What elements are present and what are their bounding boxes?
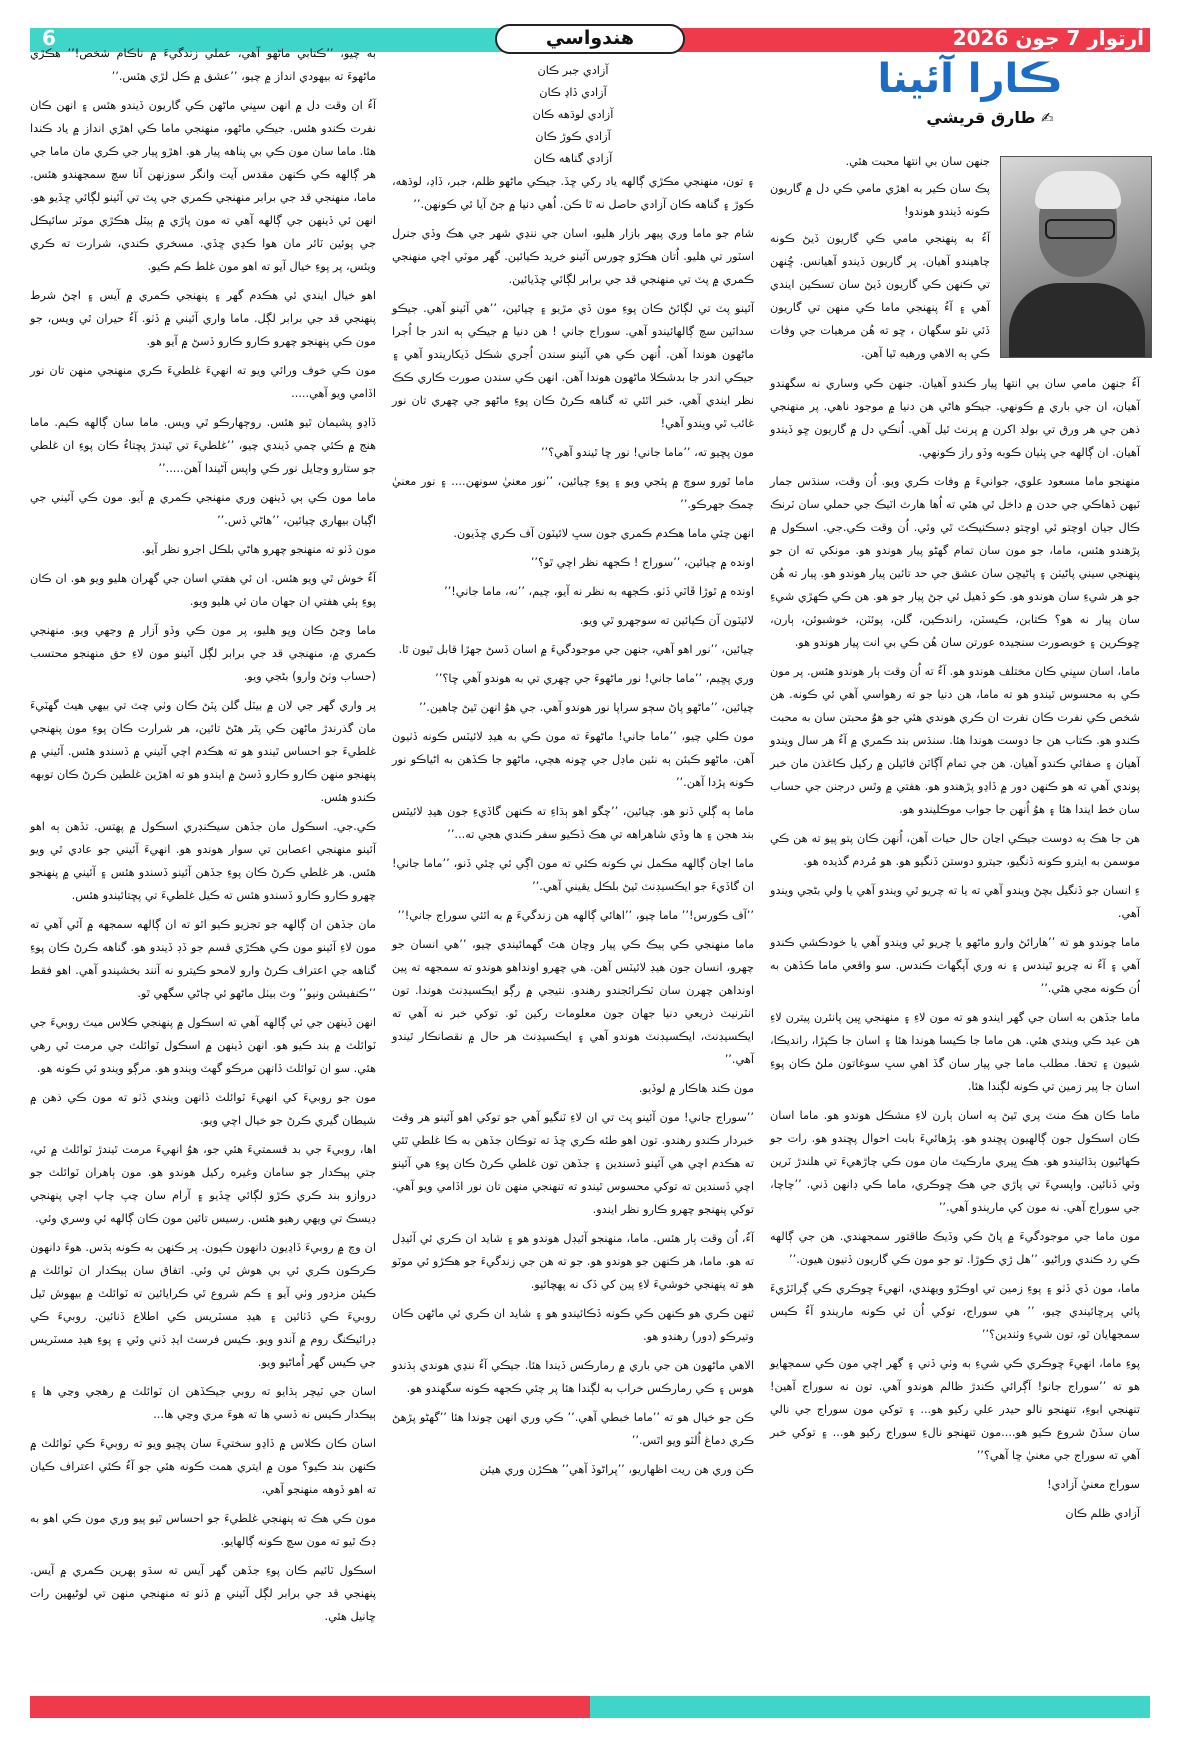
bottom-band-teal bbox=[590, 1696, 1150, 1718]
paragraph: مون ڪي خوف ورائي ويو ته انهيءَ غلطيءَ ڪري منهنجي منهن تان نور اڏامي ويو آهي..... bbox=[30, 364, 376, 400]
paragraph: مون ڏٺو ته منهنجو چهرو هاڻي بلڪل اجرو نظر آيو. bbox=[141, 543, 376, 556]
paragraph: مون ڪند هاڪار ۾ لوڏيو. bbox=[638, 1082, 754, 1095]
paragraph: شام جو ماما وري پيهر بازار هليو، اسان جي ننڍي شهر جي هڪ وڏي جنرل اسٽور تي هليو. اُتان هڪڙو چورس آئينو خريد ڪيائين. گهر موٽي اچي منهنجي ڪمري ۾ پٽ تي منهنجي قد جي برابر لڳائي ڇڏيائين. bbox=[392, 227, 754, 286]
paragraph: ماما ٿورو سوچ ۾ پئجي ويو ۽ پوءِ چيائين، ’’نور معنيٰ سونهن.... ۽ نور معنيٰ چمڪ جهرڪو.’’ bbox=[392, 475, 754, 511]
paragraph: منهنجو ماما مسعود علوي، جوانيءَ ۾ وفات ڪري ويو. اُن وقت، سنڌس جمار ٽيهن ڏهاڪي جي حدن ۾ داخل ٿي هئي ته اُها هارٽ اٽيڪ جي حملي سان ٽرنڪ ڪال جيان اوچتو ئي اوچتو ڊسڪنيڪٽ ٿي وئي. اُن وقت ڪي.جي. اسڪول ۾ پڙهندو هئس، ماما، جو مون سان تمام گهڻو پيار هوندو هو. مونکي ته ان جو پنهنجي سيني پاڻيٺن ۽ پاڻيڇن سان عشق جي حد تائين پيار هوندو هو. پيار ته هُن جو هر شيءِ سان هوندو هو. ڪو ڏهيل ئي جڻ پيار جو هو. هن ڪي ڪهڙي شيءِ سان پيار نه هو؟ ڪتابن، ڪيسٽن، راندڪين، گلن، پوئٽن، خوشبوئن، ٻارن، ڇوڪرين ۽ خوبصورت سنجيده عورتن سان هُن ڪي بي انت پيار هوندو هو. bbox=[770, 475, 1140, 649]
author-photo bbox=[1000, 156, 1152, 358]
paragraph: ماما منهنجي ڪي ٻيڪ ڪي پيار وچان هٿ گهمائيندي چيو، ’’هي انسان جو چهرو، انسان جون هيڊ لائيٽس آهن. هي چهرو اونداهو هوندو ته سمجهه ته پين اونداهن چهرن سان ٽڪرائجندو رهندو. نتيجي ۾ رڳو ايڪسيڊنٽ هوندا. تون انٽرنيٽ ذريعي دنيا جهان جون معلومات رکين ٿو. توکي خبر نه آهي ته ايڪسيڊنٽ، ايڪسيڊنٽ هوندو آهي ۽ ايڪسيڊنٽ هر حال ۾ نقصانڪار ٿيندو آهي.’’ bbox=[392, 938, 754, 1066]
middle-column bbox=[392, 60, 754, 1487]
paragraph: اسڪول ٽائيم ڪان پوءِ جڏهن گهر آيس ته سڌو ٻهرين ڪمري ۾ آيس. پنهنجي قد جي برابر لڳل آئيني ۾ ڏٺو ته منهنجي منهن تي لوڻيهين رات ڇانيل هئي. bbox=[30, 1564, 376, 1623]
closing-line: آزادي ظلم ڪان bbox=[1065, 1507, 1140, 1520]
paragraph: انهن چئي ماما هڪدم ڪمري جون سڀ لائيٽون آف ڪري ڇڏيون. bbox=[453, 527, 754, 540]
paragraph: اونده ۾ ٿوڙا ڦاٽي ڏٺو. ڪجهه به نظر نه آيو، چيم، ’’نه، ماما جاني!’’ bbox=[444, 585, 754, 598]
intro-paragraph: آءُ به پنهنجي مامي ڪي گاريون ڏيڻ ڪونه چاهيندو آهيان. پر گاريون ڏيندو آهيانس. ڇُنهن تي ڪنهن ڪي گاريون ڏيڻ سان تسڪين ايندي آهي ۽ آءُ پنهنجي ماما ڪي منهن تي گاريون ڏئي نٿو سگهان ، ڇو ته هُن مرهيات جي وفات ڪي ٻه الاهي ورهيه ٿيا آهن. bbox=[770, 232, 990, 360]
paragraph: هن جا هڪ ٻه دوست جيڪي اڃان حال حيات آهن، اُنهن ڪان پتو پيو ته هن ڪي موسمن به ايترو ڪونه ڏنگيو، جيترو دوستن ڏنگيو هو. هو مُردم گذيده هو. bbox=[770, 832, 1140, 868]
paragraph: اسان ڪان ڪلاس ۾ ڏاڍو سختيءَ سان پڇيو ويو ته روبيءَ ڪي ٽوائلٽ ۾ ڪنهن بند ڪيو؟ مون ۾ ايتري همت ڪونه هئي جو آءُ ڪئي اعتراف ڪيان ته اهو ڏوهه منهنجو آهي. bbox=[30, 1437, 376, 1496]
paragraph: ءِ انسان جو ڏنگيل بچڻ ويندو آهي ته يا ته چريو ٿي ويندو آهي يا ولي بڻجي ويندو آهي. bbox=[770, 884, 1140, 920]
paragraph: ڪن وري هن ريت اظهاريو، ’’پراڻوڏ آهي’’ هڪڙن وري هيئن bbox=[479, 1463, 754, 1476]
paragraph: ڪي.جي. اسڪول مان جڏهن سيڪنڊري اسڪول ۾ پهتس. تڏهن ٻه اهو آئينو منهنجي اعصابن تي سوار هوندو هو. انهيءَ آئيني جو عادي ٿي ويو هئس. هر غلطي ڪرڻ ڪان پوءِ جڏهن آئينو ڏسندو هئس ۽ آئيني ۾ پنهنجو چهرو ڪارو ڪارو ڏسندو هئس ته ڪيل غلطيءَ تي پڇتائيندو هئس. bbox=[30, 820, 376, 902]
poem-line: آزادي جبر ڪان bbox=[537, 64, 609, 77]
freedom-poem bbox=[392, 60, 754, 170]
paragraph: وري پڇيم، ’’ماما جاني! نور ماڻهوءَ جي چهري تي به هوندو آهي ڇا؟’’ bbox=[435, 672, 754, 685]
issue-date: آرتوار 7 جون 2026 bbox=[952, 26, 1144, 50]
pen-icon: ✍ bbox=[1041, 109, 1054, 127]
paragraph: الاهي ماڻهون هن جي باري ۾ رمارڪس ڏيندا هئا. جيڪي آءُ ننڍي هوندي ٻڌندو هوس ۽ ڪي رمارڪس خراب به لڳندا هئا پر چئي ڪجهه ڪونه سگهندو هو. bbox=[392, 1359, 754, 1395]
paragraph: اسان جي ٽيچر ٻڌايو ته روبي جيڪڏهن ان ٽوائلٽ ۾ رهجي وڃي ها ۽ ٻيڪدار ڪيس نه ڏسي ها ته هوءَ مري وڃي ها... bbox=[30, 1385, 376, 1421]
paragraph: آءُ خوش ٿي ويو هئس. ان ئي هفتي اسان جي گهران هليو ويو هو. ان ڪان پوءِ ٻئي هفتي ان جهان مان ئي هليو ويو. bbox=[30, 572, 376, 608]
paragraph: ان وچ ۾ روبيءَ ڏاڍيون دانهون ڪيون. پر ڪنهن به ڪونه ٻڌس. هوءَ دانهون ڪرڪون ڪري ئي بي هوش ٿي وئي. اتفاق سان ٻيڪدار ان ٽوائلٽ ۾ ڪيئن مزدور وٺي آيو ۽ ڪم شروع ٿي ڪرايائين ته ٽوائلٽ ۾ بيهوش ٿيل روبيءَ ڪي ڏٺائين ۽ هيڊ مسٽريس ڪي اطلاع ڏنائين. روبيءَ ڪي ڊرائيڪنگ روم ۾ آندو ويو. ڪيس فرسٽ ايڊ ڏني وئي ۽ پوءِ هيڊ مسٽريس جي ڪيس گهر اُماڻيو ويو. bbox=[30, 1241, 376, 1369]
intro-paragraph: جنهن سان بي انتها محبت هئي. bbox=[845, 155, 990, 168]
right-column bbox=[770, 372, 1140, 1531]
paragraph: ماما، مون ڏي ڏٺو ۽ پوءِ زمين تي اوڪڙو ويهندي، انهيءَ ڇوڪري ڪي ڳراٽڙيءَ پائي پرڇائيندي چيو، ’’ هي سوراج، توکي اُن ئي ڪونه ماريندو آءُ ڪيس سمجهايان ٿو، تون شيءِ وٺندين؟’’ bbox=[770, 1282, 1140, 1341]
photo-glasses bbox=[1045, 219, 1115, 239]
paragraph: ماما وڃڻ ڪان وپو هليو، پر مون ڪي وڏو آزار ۾ وجهي ويو. منهنجي ڪمري ۾، منهنجي قد جي برابر لڳل آئينو مون لاءِ حق منهنجو محتسب (حساب وٺڻ وارو) بڻجي ويو. bbox=[30, 624, 376, 683]
article-headline: ڪارا آئينا bbox=[877, 56, 1063, 102]
paragraph: آءُ، اُن وقت ٻار هئس. ماما، منهنجو آئيڊل هوندو هو ۽ شايد ان ڪري ئي آئيڊل ته هو. ماما، هر ڪنهن جو هوندو هو. جو ته هن جي زندگيءَ جو هڪڙو ئي موٽو هو ته پنهنجي خوشيءَ لاءِ پين کي ڏک نه پهچائيو. bbox=[392, 1232, 754, 1291]
paragraph: ماما چوندو هو ته ’’هارائڻ وارو ماڻهو يا چريو ٿي ويندو آهي يا خودڪشي ڪندو آهي ۽ آءُ نه چريو ٿيندس ۽ نه وري آپگهات ڪندس. سو واقعي ماما ڪڏهن به اُن ڪونه مڃي هئي.’’ bbox=[770, 936, 1140, 995]
photo-hair bbox=[1035, 171, 1121, 209]
paragraph: به چيو، ’’ڪتابي ماڻهو آهي، عملي زندگيءَ ۾ ناڪام شخص!’’ هڪڙي ماڻهوءَ ته بيهودي انداز ۾ چيو، ’’عشق ۾ ڪل لڙي هئس.’’ bbox=[30, 47, 376, 83]
paragraph: مون ڪلي چيو، ’’ماما جاني! ماڻهوءَ ته مون ڪي به هيڊ لائيٽس ڪونه ڏٺيون آهن. ماڻهو ڪيئن ٻه نئين ماڊل جي ڇونه هڄي، ماڻهو جا ڪڏهن به اڻياڪو نور ڪونه پڙدا آهن.’’ bbox=[392, 730, 754, 789]
paragraph: ۽ تون، منهنجي مڪڙي ڳالهه ياد رکي ڇڏ. جيڪي ماڻهو ظلم، جبر، ڏاڍ، لوڌهه، ڪوڙ ۽ گناهه ڪان آزادي حاصل نه ٿا ڪن. اُهي دنيا ۾ جڻ آيا ئي ڪونهن.’’ bbox=[392, 175, 754, 211]
poem-line: آزادي گناهه ڪان bbox=[533, 152, 613, 165]
paragraph: اهو خيال ايندي ئي هڪدم گهر ۽ پنهنجي ڪمري ۾ آيس ۽ اچڻ شرط پنهنجي قد جي برابر لڳل. ماما واري آئيني ۾ ڏٺو. آءُ حيران ٿي ويس، جو مون ڪي پنهنجو چهرو ڪارو ڪارو ڏسڻ ۾ آيو هو. bbox=[30, 289, 376, 348]
intro-paragraph: پڪ سان ڪير به اهڙي مامي ڪي دل ۾ گاريون ڪونه ڏيندو هوندو! bbox=[770, 182, 990, 218]
paragraph: ڪن جو خيال هو ته ’’ماما خبطي آهي.’’ ڪي وري انهن چوندا هئا ’’گهڻو پڙهڻ ڪري دماغ اُلٽو ويو اٿس.’’ bbox=[392, 1411, 754, 1447]
paragraph: آئينو پٽ تي لڳائڻ ڪان پوءِ مون ڏي مڙيو ۽ چيائين، ’’هي آئينو آهي. جيڪو سداٽين سچ ڳالهائيندو آهي. سوراج جاني ! هن دنيا ۾ جيڪي ٻه اندر جا اُجرا ماڻهون هوندا آهن. اُنهن ڪي هي آئينو سندن اُجري شڪل ڏيکاريندو آهي ۽ جيڪي اندر جا بدشڪلا ماڻهون هوندا آهن. انهن ڪي سندن صورت ڪاري ڪڪ نظر ايندي آهي. خبر اٿئي ته گناهه ڪرڻ ڪان پوءِ ماڻهو جي چهري تان نور غائب ٿي ويندو آهي! bbox=[392, 302, 754, 430]
paragraph: چيائين، ’’نور اهو آهي، جنهن جي موجودگيءَ ۾ اسان ڏسڻ جهڙا قابل ٿيون ٿا. bbox=[398, 643, 754, 656]
bottom-band-red bbox=[30, 1696, 590, 1718]
paragraph: آءُ ان وقت دل ۾ انهن سڀني ماڻهن ڪي گاريون ڏيندو هئس ۽ انهن ڪان نفرت ڪندو هئس. جيڪي ماڻهو، منهنجي ماما ڪي اهڙي انداز ۾ ياد ڪندا هئا. ماما سان مون ڪي بي پناهه پيار هو. اهڙو پيار جي ڪري مان ماما جي هر ڳالهه ڪي ڪنهن مقدس آيت وانگر سوزنهن آنا سچ سمجهندو هئس. ماما، منهنجي قد جي برابر منهنجي ڪمري جي پٽ تي آئينو لڳائي ڇڏيو هو. انهن ئي ڏينهن جي ڳالهه آهي ته مون پاڙي ۾ ٻيٽل هڪڙي موٽر سائيڪل جي پوئين ٽائر مان هوا ڪڍي ڇڏي. مسخري ڪندي، شرارت ته ڪري ويئس، پر پوءِ خيال آيو ته اهو مون غلط ڪم ڪيو. bbox=[30, 99, 376, 273]
paragraph: ’’سوراج جاني! مون آئينو پٽ تي ان لاءِ ٽنگيو آهي جو توکي اهو آئينو هر وقت خبردار ڪندو رهندو. تون اهو طئه ڪري ڇڏ ته توڪان جڏهن به ڪا غلطي ٿئي ته هڪدم اچي هي آئينو ڏسندين ۽ جڏهن تون غلطي ڪرڻ ڪان پوءِ هي آئينو اچي ڏسندين ته توکي محسوس ٿيندو ته تنهنجي منهن تان نور اڏامي ويو آهي. توکي پنهنجو چهرو ڪارو نظر ايندو. bbox=[392, 1111, 754, 1216]
paragraph: ثنهن ڪري هو ڪنهن ڪي ڪونه ڏڪائيندو هو ۽ شايد ان ڪري ئي ماڻهن ڪان وتيرڪو (دور) رهندو هو. bbox=[392, 1307, 754, 1343]
paragraph: چيائين، ’’ماڻهو پاڻ سڄو سراپا نور هوندو آهي. جي هوُ انهن ٿيڻ چاهين.’’ bbox=[419, 701, 754, 714]
left-column bbox=[30, 42, 376, 1634]
paragraph: ماما جڏهن به اسان جي گهر ايندو هو ته مون لاءِ ۽ منهنجي ڀين پانئرن پيترن لاءِ هن عيد ڪي ويندي هئي. هن ماما جا ڪيسا هوندا هئا ۽ اسان جا ڪپڙا، رانديڪا، شيون ۽ تحفا. مطلب ماما جي پيار سان گڏ اهي سڀ سوغاتون ملڻ ڪان پوءِ اسان جا پير زمين تي ڪونه لڳندا هئا. bbox=[770, 1011, 1140, 1093]
newspaper-masthead: هندواسي bbox=[495, 24, 685, 54]
poem-line: آزادي ڏاڍ ڪان bbox=[539, 86, 607, 99]
paragraph: ’’آف ڪورس!’’ ماما چيو، ’’اهائي ڳالهه هن زندگيءَ ۾ به اٿئي سوراج جاني!’’ bbox=[397, 909, 754, 922]
paragraph: مان جڏهن ان ڳالهه جو تجزيو ڪيو اٿو ته ان ڳالهه سمجهه ۾ آئي آهي ته مون لاءِ آئينو مون ڪي هڪڙي قسم جو ڏڊ ڏيندو هو. گناهه ڪرڻ ڪان پوءِ گناهه جي اعتراف ڪرڻ وارو لامحو ڪيترو نه آنند بخشيندو آهي. اهو فقط ’’ڪنفيشن ونيو’’ وٽ بيٺل ماڻهو ئي ڄاڻي سگهي ٿو. bbox=[30, 918, 376, 1000]
paragraph: ماما اڃان ڳالهه مڪمل ني ڪونه ڪئي ته مون اڳي ئي چئي ڏنو، ’’ماما جاني! ان گاڏيءَ جو ايڪسيڊنٽ ٿيڻ بلڪل يقيني آهي.’’ bbox=[392, 857, 754, 893]
paragraph: مون ڪي هڪ ته پنهنجي غلطيءَ جو احساس ٿيو پيو وري مون ڪي اهو به ڊڪ ٿيو ته مون سچ ڪونه ڳالهايو. bbox=[30, 1512, 376, 1548]
paragraph: ماما، اسان سڀني ڪان مختلف هوندو هو. آءُ ته اُن وقت ٻار هوندو هئس. پر مون ڪي به محسوس ٿيندو هو ته ماما، هن دنيا جو ته رهواسي آهي ئي ڪونه. هن شخص ڪي نفرت ڪان نفرت ان ڪري هوندي هئي جو هوُ محبتن سان به محبت ڪندو هو. ڪتاب هن جا دوست هوندا هئا. سنڌس بند ڪمري ۾ آءُ هر سال ويندو آهيان ۽ صفائي ڪندو آهيان. هن جي تمام آڳاٽن فائيلن ۾ رکيل ڪاغذن مان خبر پوندي آهي ته هو ڪنهن دور ۾ ڏاڍو پڙهندو هو. هفتي ۾ وٿس درجنن جي حساب سان خط ايندا هئا ۽ هوُ اُنهن جا جواب موڪليندو هو. bbox=[770, 665, 1140, 816]
paragraph: ماما مون ڪي ٻي ڏينهن وري منهنجي ڪمري ۾ آيو. مون ڪي آئيني جي اڳيان بيهاري چيائين، ’’هاڻي ڏس.’’ bbox=[30, 491, 376, 527]
article-byline bbox=[880, 108, 1100, 127]
paragraph: پوءِ ماما، انهيءَ ڇوڪري ڪي شيءِ به وٺي ڏني ۽ گهر اچي مون ڪي سمجهايو هو ته ’’سوراج جانو! آڳرائي ڪندڙ ظالم هوندو آهي. تون نه سوراج آهين! تنهنجي ابوءِ، تنهنجو نالو حيدر علي رکيو هو... ۽ توکي مون سوراج جي نالي سان سڏڻ شروع ڪيو هو....مون تنهنجو نالءِ سوراج رکيو هو... ۽ توکي خبر آهي ته سوراج جي معنيٰ ڇا آهي؟’’ bbox=[770, 1357, 1140, 1462]
paragraph: اها، روبيءَ جي بد قسمتيءَ هئي جو، هوُ انهيءَ مرمت ٿيندڙ ٽوائلٽ ۾ ئي، جتي ٻيڪدار جو سامان وغيره رکيل هوندو هو. مون ٻاهران ٽوائلٽ جو دروازو بند ڪري ڪڙو لڳائي ڇڏيو ۽ آرام سان چپ چاپ اچي پنهنجي ڊيسڪ تي ويهي رهيو هئس. رسيس تائين مون ڪان ڳالهه ئي وسري وئي. bbox=[30, 1143, 376, 1225]
paragraph: آءُ جنهن مامي سان بي انتها پيار ڪندو آهيان. جنهن ڪي وساري نه سگهندو آهيان، ان جي باري ۾ ڪونهي. جيڪو هاڻي هن دنيا ۾ موجود ناهي. پر منهنجي ذهن جي هر ورق تي بولڊ اکرن ۾ پرنٽ ٿيل آهي. اُنڪي دل ۾ گاريون ڇو ڏيندو آهيان. ان ڳالهه جي پٺيان ڪوبه وڏو راز ڪونهي. bbox=[770, 377, 1140, 459]
paragraph: مون جو روبيءَ کي انهيءَ ٽوائلٽ ڏانهن ويندي ڏٺو ته مون ڪي ذهن ۾ شيطان گيري ڪرڻ جو خيال اچي ويو. bbox=[30, 1091, 376, 1127]
closing-line: سوراج معنيٰ آزادي! bbox=[1047, 1478, 1140, 1491]
paragraph: مون پڇيو ته، ’’ماما جاني! نور ڇا ٿيندو آهي؟’’ bbox=[540, 446, 754, 459]
closing-lines bbox=[770, 1473, 1140, 1525]
paragraph: ماما ٻه ڳلي ڏنو هو. چيائين، ’’چگو اهو ٻڌاءِ ته ڪنهن گاڏيءِ جون هيڊ لائيٽس بند هجن ۽ ها وڏي شاهراهه تي هڪ ڏڪيو سفر ڪندي هجي ته...’’ bbox=[392, 805, 754, 841]
poem-line: آزادي لوڌهه ڪان bbox=[532, 108, 614, 121]
paragraph: انهن ڏينهن جي ئي ڳالهه آهي ته اسڪول ۾ پنهنجي ڪلاس ميٽ روبيءَ جي ٽوائلٽ ۾ بند ڪيو هو. انهن ڏينهن ۾ اسڪول ٽوائلٽ جي مرمت ٿي رهي هئي. سو ان ٽوائلٽ ڏانهن مرڪو گهٽ ويندو هو. مرڳو ويندو ئي ڪونه هو. bbox=[30, 1016, 376, 1075]
poem-line: آزادي ڪوڙ ڪان bbox=[535, 130, 611, 143]
paragraph: ڏاڍو پشيمان ٿيو هئس. روڄهارڪو ٿي ويس. ماما سان ڳالهه ڪيم. ماما هنج ۾ ڪئي چمي ڏيندي چيو، ’’غلطيءَ تي ٿيندڙ پڇتاءُ ڪان پوءِ ان غلطي جو ستارو وڃايل نور ڪي واپس آڻيندا آهن.....’’ bbox=[30, 416, 376, 475]
paragraph: مون ماما جي موجودگيءَ ۾ پاڻ ڪي وڏيڪ طاقتور سمجهندي. هن جي ڳالهه ڪي رد ڪندي وراڻيو. ’’هل ڙي ڪوڙا. تو جو مون ڪي گاريون ڏنيون هيون.’’ bbox=[770, 1230, 1140, 1266]
page-number: 6 bbox=[42, 26, 56, 50]
paragraph: ماما ڪان هڪ منٽ پري ٿيڻ ٻه اسان ٻارن لاءِ مشڪل هوندو هو. ماما اسان ڪان اسڪول جون ڳالهيون پڇندو هو. پڙهائيءَ بابت احوال پڇندو هو. رات جو ڪهاڻيون ٻڌائيندو هو. هڪ ڀيري مارڪيٽ مان مون ڪي چاڙهيءَ تي هلندڙ ٽرين وٺي ڏنائين. واپسيءَ تي پاڙي جي هڪ ڇوڪري، ماما ڪي ڊانهن ڏني. ’’چاچا، جي سوراج آهي. نه مون کي ماريندو آهي.’’ bbox=[770, 1109, 1140, 1214]
paragraph: پر واري گهر جي لان ۾ بيٽل گلن پٽڻ ڪان وٺي چٽ تي بيهي هيٺ گهٽيءَ مان گذرندڙ ماڻهن ڪي پٿر هڻڻ تائين، هر شرارت ڪان پوءِ مون پنهنجي غلطيءَ جو احساس ٿيندو هو ته هڪدم اچي آئيني ۾ ڏسندو هئس. آئيني ۾ پنهنجو منهن ڪارو ڪارو ڏسڻ ۾ ايندو هو ته اهڙين غلطين ڪرڻ ڪان توبهه ڪندو هئس. bbox=[30, 699, 376, 804]
author-name: طارق قريشي bbox=[926, 108, 1036, 127]
paragraph: اونده ۾ چيائين، ’’سوراج ! ڪجهه نظر اچي ٿو؟’’ bbox=[530, 556, 754, 569]
bottom-color-band bbox=[30, 1696, 1150, 1718]
photo-shoulders bbox=[1009, 283, 1145, 358]
paragraph: لائيٽون آن ڪيائين ته سوجهرو ٿي ويو. bbox=[579, 614, 754, 627]
intro-beside-photo bbox=[770, 150, 990, 369]
